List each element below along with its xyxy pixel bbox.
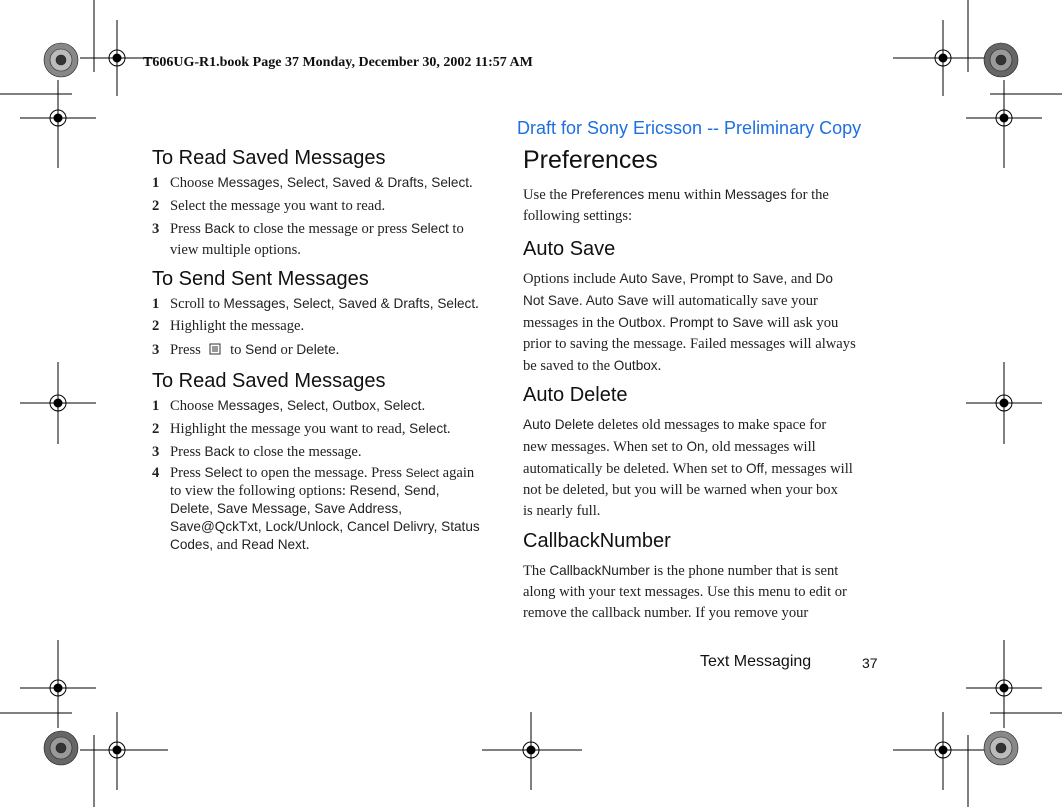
page-number: 37 — [862, 655, 878, 671]
crosshair-left-2 — [20, 362, 96, 444]
star-target-bottom-right — [984, 731, 1018, 765]
step-2: 2 Highlight the message. — [152, 318, 305, 334]
step-1: 1 Choose Messages, Select, Saved & Drafts, Select. — [152, 175, 473, 191]
heading-auto-save: Auto Save — [523, 238, 616, 260]
step-1: 1 Scroll to Messages, Select, Saved & Drafts, Select. — [152, 296, 479, 312]
crosshair-bottom-left — [80, 712, 168, 790]
star-target-top-left — [44, 43, 78, 77]
crosshair-bottom-center — [482, 712, 582, 790]
draft-banner: Draft for Sony Ericsson -- Preliminary Copy — [517, 118, 862, 138]
heading-read-saved-1: To Read Saved Messages — [152, 147, 386, 169]
crosshair-bottom-right — [893, 712, 985, 790]
step-2: 2 Select the message you want to read. — [152, 198, 386, 214]
section-footer: Text Messaging — [700, 653, 812, 670]
page-title: Preferences — [523, 146, 658, 174]
heading-read-saved-2: To Read Saved Messages — [152, 370, 386, 392]
crosshair-left-1 — [20, 80, 96, 168]
heading-callback-number: CallbackNumber — [523, 530, 671, 552]
intro-paragraph: Use the Preferences menu within Messages for the following settings: — [523, 187, 829, 224]
step-3: 3 Press Back to close the message. — [152, 444, 362, 460]
crosshair-top-right — [893, 20, 985, 96]
step-1: 1 Choose Messages, Select, Outbox, Select. — [152, 398, 426, 414]
step-3: 3 Press to Send or Delete. — [152, 342, 340, 358]
crosshair-right-3 — [966, 640, 1042, 728]
crosshair-right-2 — [966, 362, 1042, 444]
step-4: 4 Press Select to open the message. Press Select again to view the following options: Resend, Send, Delete, Save Message, Save Address, Save@QckTxt, Lock/Unlock, Cancel Delivry, Status Codes, and Read Next. — [152, 465, 480, 553]
heading-auto-delete: Auto Delete — [523, 384, 628, 406]
step-2: 2 Highlight the message you want to read, Select. — [152, 421, 451, 437]
step-3: 3 Press Back to close the message or press Select to view multiple options. — [152, 221, 464, 258]
crosshair-right-1 — [966, 80, 1042, 168]
crosshair-left-3 — [20, 640, 96, 728]
book-slug: T606UG-R1.book Page 37 Monday, December 30, 2002 11:57 AM — [143, 55, 533, 70]
menu-key-icon — [206, 343, 224, 355]
heading-send-sent: To Send Sent Messages — [152, 268, 369, 290]
callback-paragraph: The CallbackNumber is the phone number that is sent along with your text messages. Use this menu to edit or remove the callback number. If you remove your — [523, 563, 847, 621]
auto-save-paragraph: Options include Auto Save, Prompt to Save, and Do Not Save. Auto Save will automatically save your messages in the Outbox. Prompt to Save will ask you prior to saving the message. Failed messages will always be saved to the Outbox. — [523, 271, 856, 374]
star-target-bottom-left — [44, 731, 78, 765]
auto-delete-paragraph: Auto Delete deletes old messages to make space for new messages. When set to On, old messages will automatically be deleted. When set to Off, messages will not be deleted, but you will be warned when your box is nearly full. — [523, 417, 853, 519]
star-target-top-right — [984, 43, 1018, 77]
